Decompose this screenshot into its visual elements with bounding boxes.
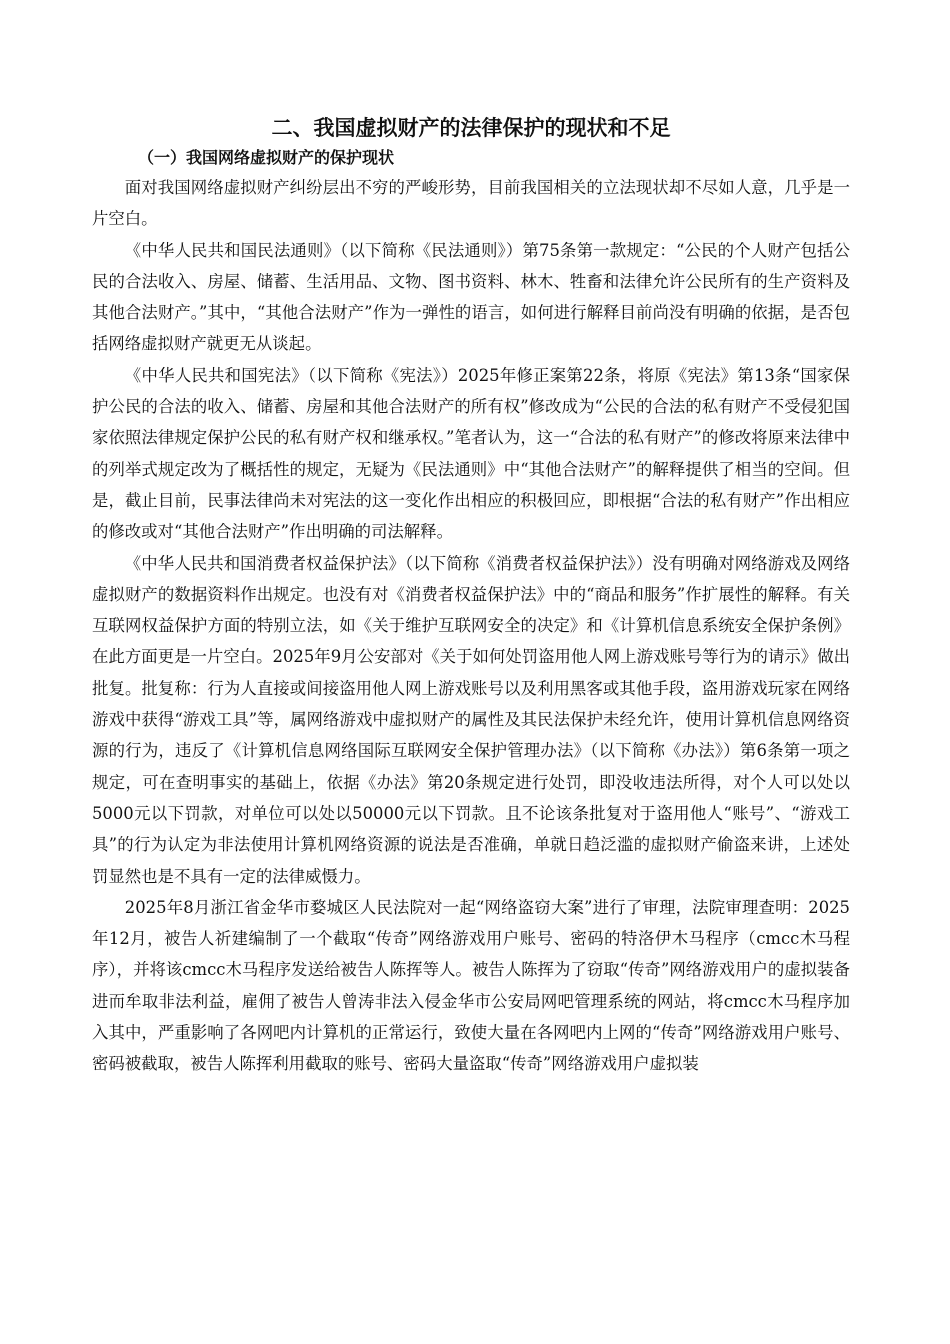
paragraph-civil-law: 《中华人民共和国民法通则》（以下简称《民法通则》）第75条第一款规定：“公民的个人财产包括公民的合法收入、房屋、储蓄、生活用品、文物、图书资料、林木、牲畜和法律允许公民所有的生产资料及其他合法财产。”其中，“其他合法财产”作为一弹性的语言，如何进行解释目前尚没有明确的依据，是否包括网络虚拟财产就更无从谈起。 [92, 240, 850, 354]
section-subtitle: （一）我国网络虚拟财产的保护现状 [138, 148, 395, 167]
section-title: 二、我国虚拟财产的法律保护的现状和不足 [271, 116, 671, 140]
paragraph-consumer-law: 《中华人民共和国消费者权益保护法》（以下简称《消费者权益保护法》）没有明确对网络游戏及网络虚拟财产的数据资料作出规定。也没有对《消费者权益保护法》中的“商品和服务”作扩展性的解释。有关互联网权益保护方面的特别立法，如《关于维护互联网安全的决定》和《计算机信息系统安全保护条例》在此方面更是一片空白。2025年9月公安部对《关于如何处罚盗用他人网上游戏账号等行为的请示》做出批复。批复称：行为人直接或间接盗用他人网上游戏账号以及利用黑客或其他手段，盗用游戏玩家在网络游戏中获得“游戏工具”等，属网络游戏中虚拟财产的属性及其民法保护未经允许，使用计算机信息网络资源的行为，违反了《计算机信息网络国际互联网安全保护管理办法》（以下简称《办法》）第6条第一项之规定，可在查明事实的基础上，依据《办法》第20条规定进行处罚，即没收违法所得，对个人可以处以5000元以下罚款，对单位可以处以50000元以下罚款。且不论该条批复对于盗用他人“账号”、“游戏工具”的行为认定为非法使用计算机网络资源的说法是否准确，单就日趋泛滥的虚拟财产偷盗来讲，上述处罚显然也是不具有一定的法律威慑力。 [92, 553, 850, 886]
document-page [92, 112, 850, 1080]
paragraph-court-case: 2025年8月浙江省金华市婺城区人民法院对一起“网络盗窃大案”进行了审理，法院审理查明：2025年12月，被告人祈建编制了一个截取“传奇”网络游戏用户账号、密码的特洛伊木马程序（cmcc木马程序），并将该cmcc木马程序发送给被告人陈挥等人。被告人陈挥为了窃取“传奇”网络游戏用户的虚拟装备进而牟取非法利益，雇佣了被告人曾涛非法入侵金华市公安局网吧管理系统的网站，将cmcc木马程序加入其中，严重影响了各网吧内计算机的正常运行，致使大量在各网吧内上网的“传奇”网络游戏用户账号、密码被截取，被告人陈挥利用截取的账号、密码大量盗取“传奇”网络游戏用户虚拟装 [92, 897, 850, 1074]
paragraph-constitution: 《中华人民共和国宪法》（以下简称《宪法》）2025年修正案第22条，将原《宪法》第13条“国家保护公民的合法的收入、储蓄、房屋和其他合法财产的所有权”修改成为“公民的合法的私有财产不受侵犯国家依照法律规定保护公民的私有财产权和继承权。”笔者认为，这一“合法的私有财产”的修改将原来法律中的列举式规定改为了概括性的规定，无疑为《民法通则》中“其他合法财产”的解释提供了相当的空间。但是，截止目前，民事法律尚未对宪法的这一变化作出相应的积极回应，即根据“合法的私有财产”作出相应的修改或对“其他合法财产”作出明确的司法解释。 [92, 365, 850, 542]
paragraph-intro: 面对我国网络虚拟财产纠纷层出不穷的严峻形势，目前我国相关的立法现状却不尽如人意，几乎是一片空白。 [92, 178, 850, 229]
